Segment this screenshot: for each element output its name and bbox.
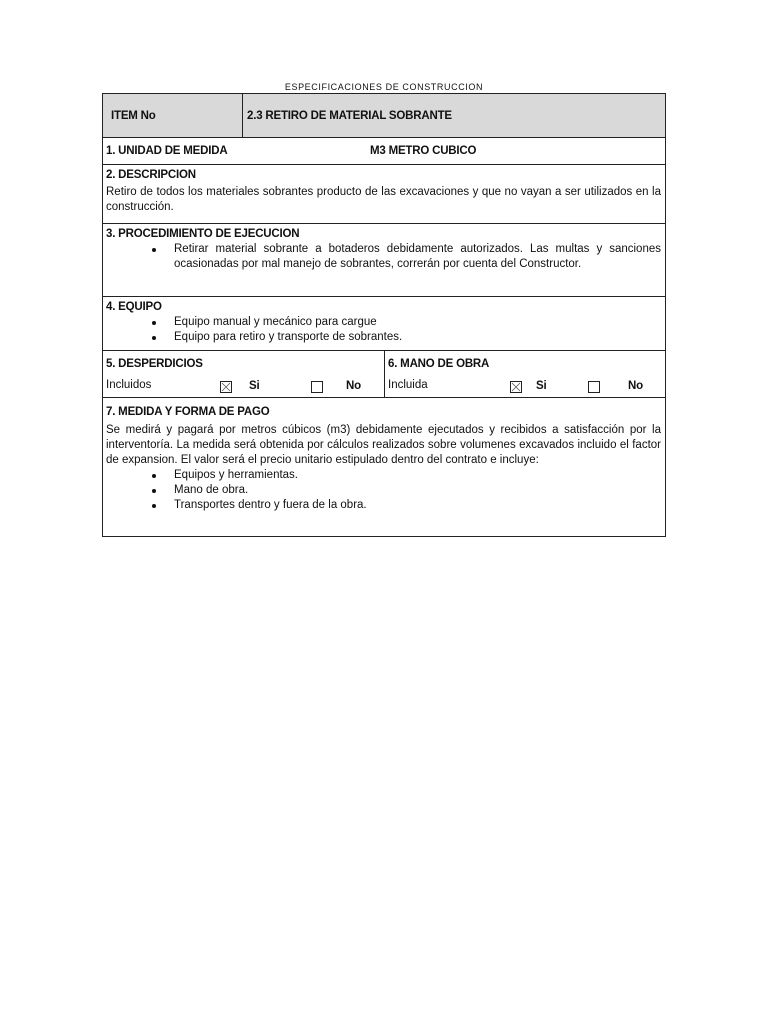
list-item-text: Transportes dentro y fuera de la obra.: [174, 499, 367, 511]
payment-heading: 7. MEDIDA Y FORMA DE PAGO: [106, 406, 270, 418]
unit-value: M3 METRO CUBICO: [370, 145, 477, 157]
procedure-list: [106, 242, 661, 272]
labor-no-label: No: [628, 380, 643, 392]
description-text: Retiro de todos los materiales sobrantes producto de las excavaciones y que no vayan a ser utilizados en la construcción.: [106, 186, 661, 213]
procedure-section: [103, 224, 665, 297]
payment-text: Se medirá y pagará por metros cúbicos (m3) debidamente ejecutados y recibidos a satisfacción por la interventoría. La medida será obtenida por cálculos realizados sobre volumenes excavados incluido el factor de expansion. El valor será el precio unitario estipulado dentro del contrato e incluye:: [106, 424, 661, 466]
waste-yes-label: Si: [249, 380, 260, 392]
list-item: [106, 483, 661, 498]
equipment-section: [103, 297, 665, 351]
list-item-text: Mano de obra.: [174, 484, 249, 496]
equipment-list: [106, 315, 661, 345]
list-item-text: Equipos y herramientas.: [174, 469, 299, 481]
bullet-icon: [152, 248, 156, 252]
bullet-icon: [152, 504, 156, 508]
payment-list: [106, 468, 661, 513]
bullet-icon: [152, 489, 156, 493]
waste-heading: 5. DESPERDICIOS: [106, 358, 203, 370]
unit-label: 1. UNIDAD DE MEDIDA: [106, 145, 228, 157]
item-value: 2.3 RETIRO DE MATERIAL SOBRANTE: [243, 94, 665, 137]
equipment-heading: 4. EQUIPO: [106, 301, 162, 313]
item-label: ITEM No: [103, 94, 243, 137]
specification-sheet: [102, 93, 666, 537]
unit-row: [103, 138, 665, 165]
bullet-icon: [152, 336, 156, 340]
bullet-icon: [152, 474, 156, 478]
list-item: [106, 242, 661, 272]
document-title: ESPECIFICACIONES DE CONSTRUCCION: [284, 82, 484, 92]
procedure-heading: 3. PROCEDIMIENTO DE EJECUCION: [106, 228, 300, 240]
list-item: [106, 330, 661, 345]
list-item-text: Equipo para retiro y transporte de sobrantes.: [174, 331, 403, 343]
bullet-icon: [152, 321, 156, 325]
waste-no-checkbox[interactable]: [311, 381, 323, 393]
list-item-text: Retirar material sobrante a botaderos debidamente autorizados. Las multas y sanciones ocasionadas por mal manejo de sobrantes, correrán por cuenta del Constructor.: [174, 243, 661, 270]
description-heading: 2. DESCRIPCION: [106, 169, 196, 181]
list-item: [106, 315, 661, 330]
payment-section: [103, 398, 665, 536]
waste-no-label: No: [346, 380, 361, 392]
labor-section: [385, 351, 665, 397]
waste-section: [103, 351, 385, 397]
check-x-icon: [511, 382, 521, 392]
list-item: [106, 498, 661, 513]
labor-yes-label: Si: [536, 380, 547, 392]
list-item: [106, 468, 661, 483]
waste-field-label: Incluidos: [106, 379, 152, 391]
check-x-icon: [221, 382, 231, 392]
labor-yes-checkbox[interactable]: [510, 381, 522, 393]
labor-heading: 6. MANO DE OBRA: [388, 358, 490, 370]
list-item-text: Equipo manual y mecánico para cargue: [174, 316, 377, 328]
item-row: [103, 94, 665, 138]
description-section: [103, 165, 665, 224]
waste-yes-checkbox[interactable]: [220, 381, 232, 393]
waste-labor-row: [103, 351, 665, 398]
labor-no-checkbox[interactable]: [588, 381, 600, 393]
labor-field-label: Incluida: [388, 379, 428, 391]
